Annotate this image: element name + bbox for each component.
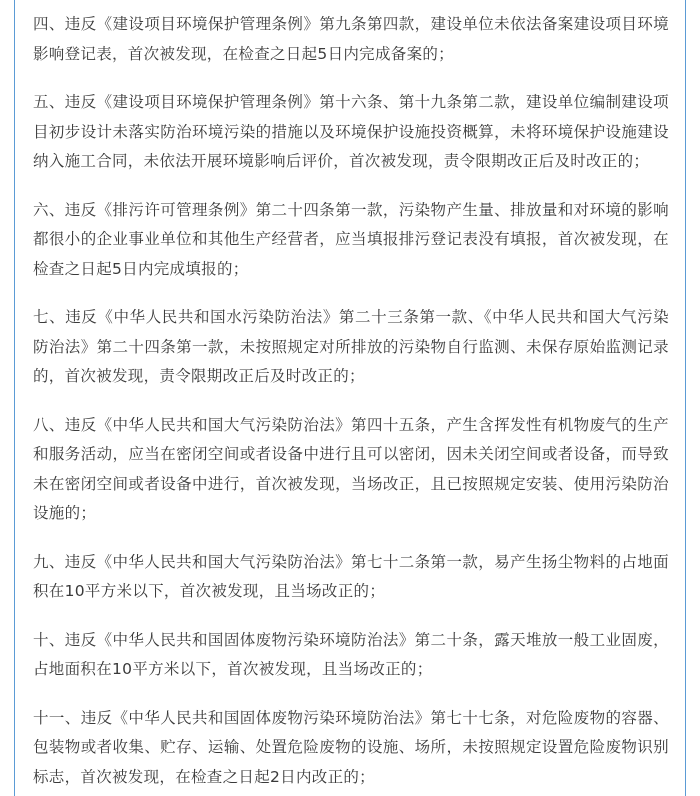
clause-9: 九、违反《中华人民共和国大气污染防治法》第七十二条第一款，易产生扬尘物料的占地面积在10平方米以下，首次被发现，且当场改正的；	[33, 552, 669, 600]
clause-6: 六、违反《排污许可管理条例》第二十四条第一款，污染物产生量、排放量和对环境的影响都很小的企业事业单位和其他生产经营者，应当填报排污登记表没有填报，首次被发现，在检查之日起5日内完成填报的；	[33, 200, 669, 278]
clause-8: 八、违反《中华人民共和国大气污染防治法》第四十五条，产生含挥发性有机物废气的生产和服务活动，应当在密闭空间或者设备中进行且可以密闭，因未关闭空间或者设备，而导致未在密闭空间或者设备中进行，首次被发现，当场改正，且已按照规定安装、使用污染防治设施的；	[33, 415, 669, 522]
clause-10: 十、违反《中华人民共和国固体废物污染环境防治法》第二十条，露天堆放一般工业固废，占地面积在10平方米以下，首次被发现，且当场改正的；	[33, 630, 669, 678]
article-body	[14, 0, 686, 796]
clause-7: 七、违反《中华人民共和国水污染防治法》第二十三条第一款、《中华人民共和国大气污染防治法》第二十四条第一款，未按照规定对所排放的污染物自行监测、未保存原始监测记录的，首次被发现，责令限期改正后及时改正的；	[33, 308, 669, 385]
clause-11: 十一、违反《中华人民共和国固体废物污染环境防治法》第七十七条，对危险废物的容器、包装物或者收集、贮存、运输、处置危险废物的设施、场所，未按照规定设置危险废物识别标志，首次被发现，在检查之日起2日内改正的；	[33, 708, 669, 786]
clause-5: 五、违反《建设项目环境保护管理条例》第十六条、第十九条第二款，建设单位编制建设项目初步设计未落实防治环境污染的措施以及环境保护设施投资概算，未将环境保护设施建设纳入施工合同，未依法开展环境影响后评价，首次被发现，责令限期改正后及时改正的；	[33, 93, 669, 170]
clause-4: 四、违反《建设项目环境保护管理条例》第九条第四款，建设单位未依法备案建设项目环境影响登记表，首次被发现，在检查之日起5日内完成备案的；	[33, 15, 669, 63]
